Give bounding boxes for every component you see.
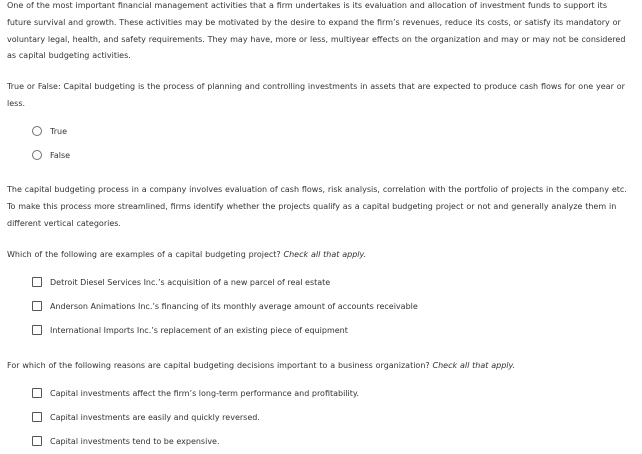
q3-prompt [7, 358, 629, 375]
checkbox[interactable] [32, 301, 42, 311]
radio-button[interactable] [32, 126, 42, 136]
q3-instruction: Check all that apply. [432, 361, 516, 370]
checkbox[interactable] [32, 436, 42, 446]
q2-option-3-label: International Imports Inc.’s replacement of an existing piece of equipment [50, 325, 348, 335]
intro-paragraph: One of the most important financial management activities that a firm undertakes is its evaluation and allocation of investment funds to support its future survival and growth. These activities may be motivated by the desire to expand the firm’s revenues, reduce its costs, or satisfy its mandatory or voluntary legal, health, and safety requirements. They may have, more or less, multiyear effects on the organization and may or may not be considered as capital budgeting activities. [7, 1, 626, 61]
checkbox[interactable] [32, 388, 42, 398]
q2-prompt [7, 247, 629, 264]
q2-option-3[interactable] [32, 323, 348, 337]
checkbox[interactable] [32, 325, 42, 335]
q3-option-1-label: Capital investments affect the firm’s long-term performance and profitability. [50, 388, 360, 398]
checkbox[interactable] [32, 412, 42, 422]
q1-option-false[interactable] [32, 148, 70, 162]
q2-instruction: Check all that apply. [283, 250, 367, 259]
q2-option-2-label: Anderson Animations Inc.’s financing of its monthly average amount of accounts receivable [50, 301, 418, 311]
q2-prompt-text: Which of the following are examples of a capital budgeting project? [7, 250, 281, 259]
q2-option-2[interactable] [32, 299, 418, 313]
q1-option-true[interactable] [32, 124, 67, 138]
q3-option-3-label: Capital investments tend to be expensive. [50, 436, 220, 446]
q3-option-2-label: Capital investments are easily and quickly reversed. [50, 412, 260, 422]
q3-option-2[interactable] [32, 410, 260, 424]
q3-option-3[interactable] [32, 434, 220, 448]
q2-option-1-label: Detroit Diesel Services Inc.’s acquisition of a new parcel of real estate [50, 277, 331, 287]
q1-option-true-label: True [50, 126, 67, 136]
capital-budgeting-paragraph: The capital budgeting process in a company involves evaluation of cash flows, risk analysis, correlation with the portfolio of projects in the company etc. To make this process more streamlined, firms identify whether the projects qualify as a capital budgeting project or not and generally analyze them in different vertical categories. [7, 185, 627, 228]
checkbox[interactable] [32, 277, 42, 287]
q3-option-1[interactable] [32, 386, 359, 400]
q3-prompt-text: For which of the following reasons are capital budgeting decisions important to a business organization? [7, 361, 430, 370]
radio-button[interactable] [32, 150, 42, 160]
q2-option-1[interactable] [32, 275, 330, 289]
q1-option-false-label: False [50, 150, 71, 160]
q1-prompt: True or False: Capital budgeting is the process of planning and controlling investments in assets that are expected to produce cash flows for one year or less. [7, 82, 625, 108]
